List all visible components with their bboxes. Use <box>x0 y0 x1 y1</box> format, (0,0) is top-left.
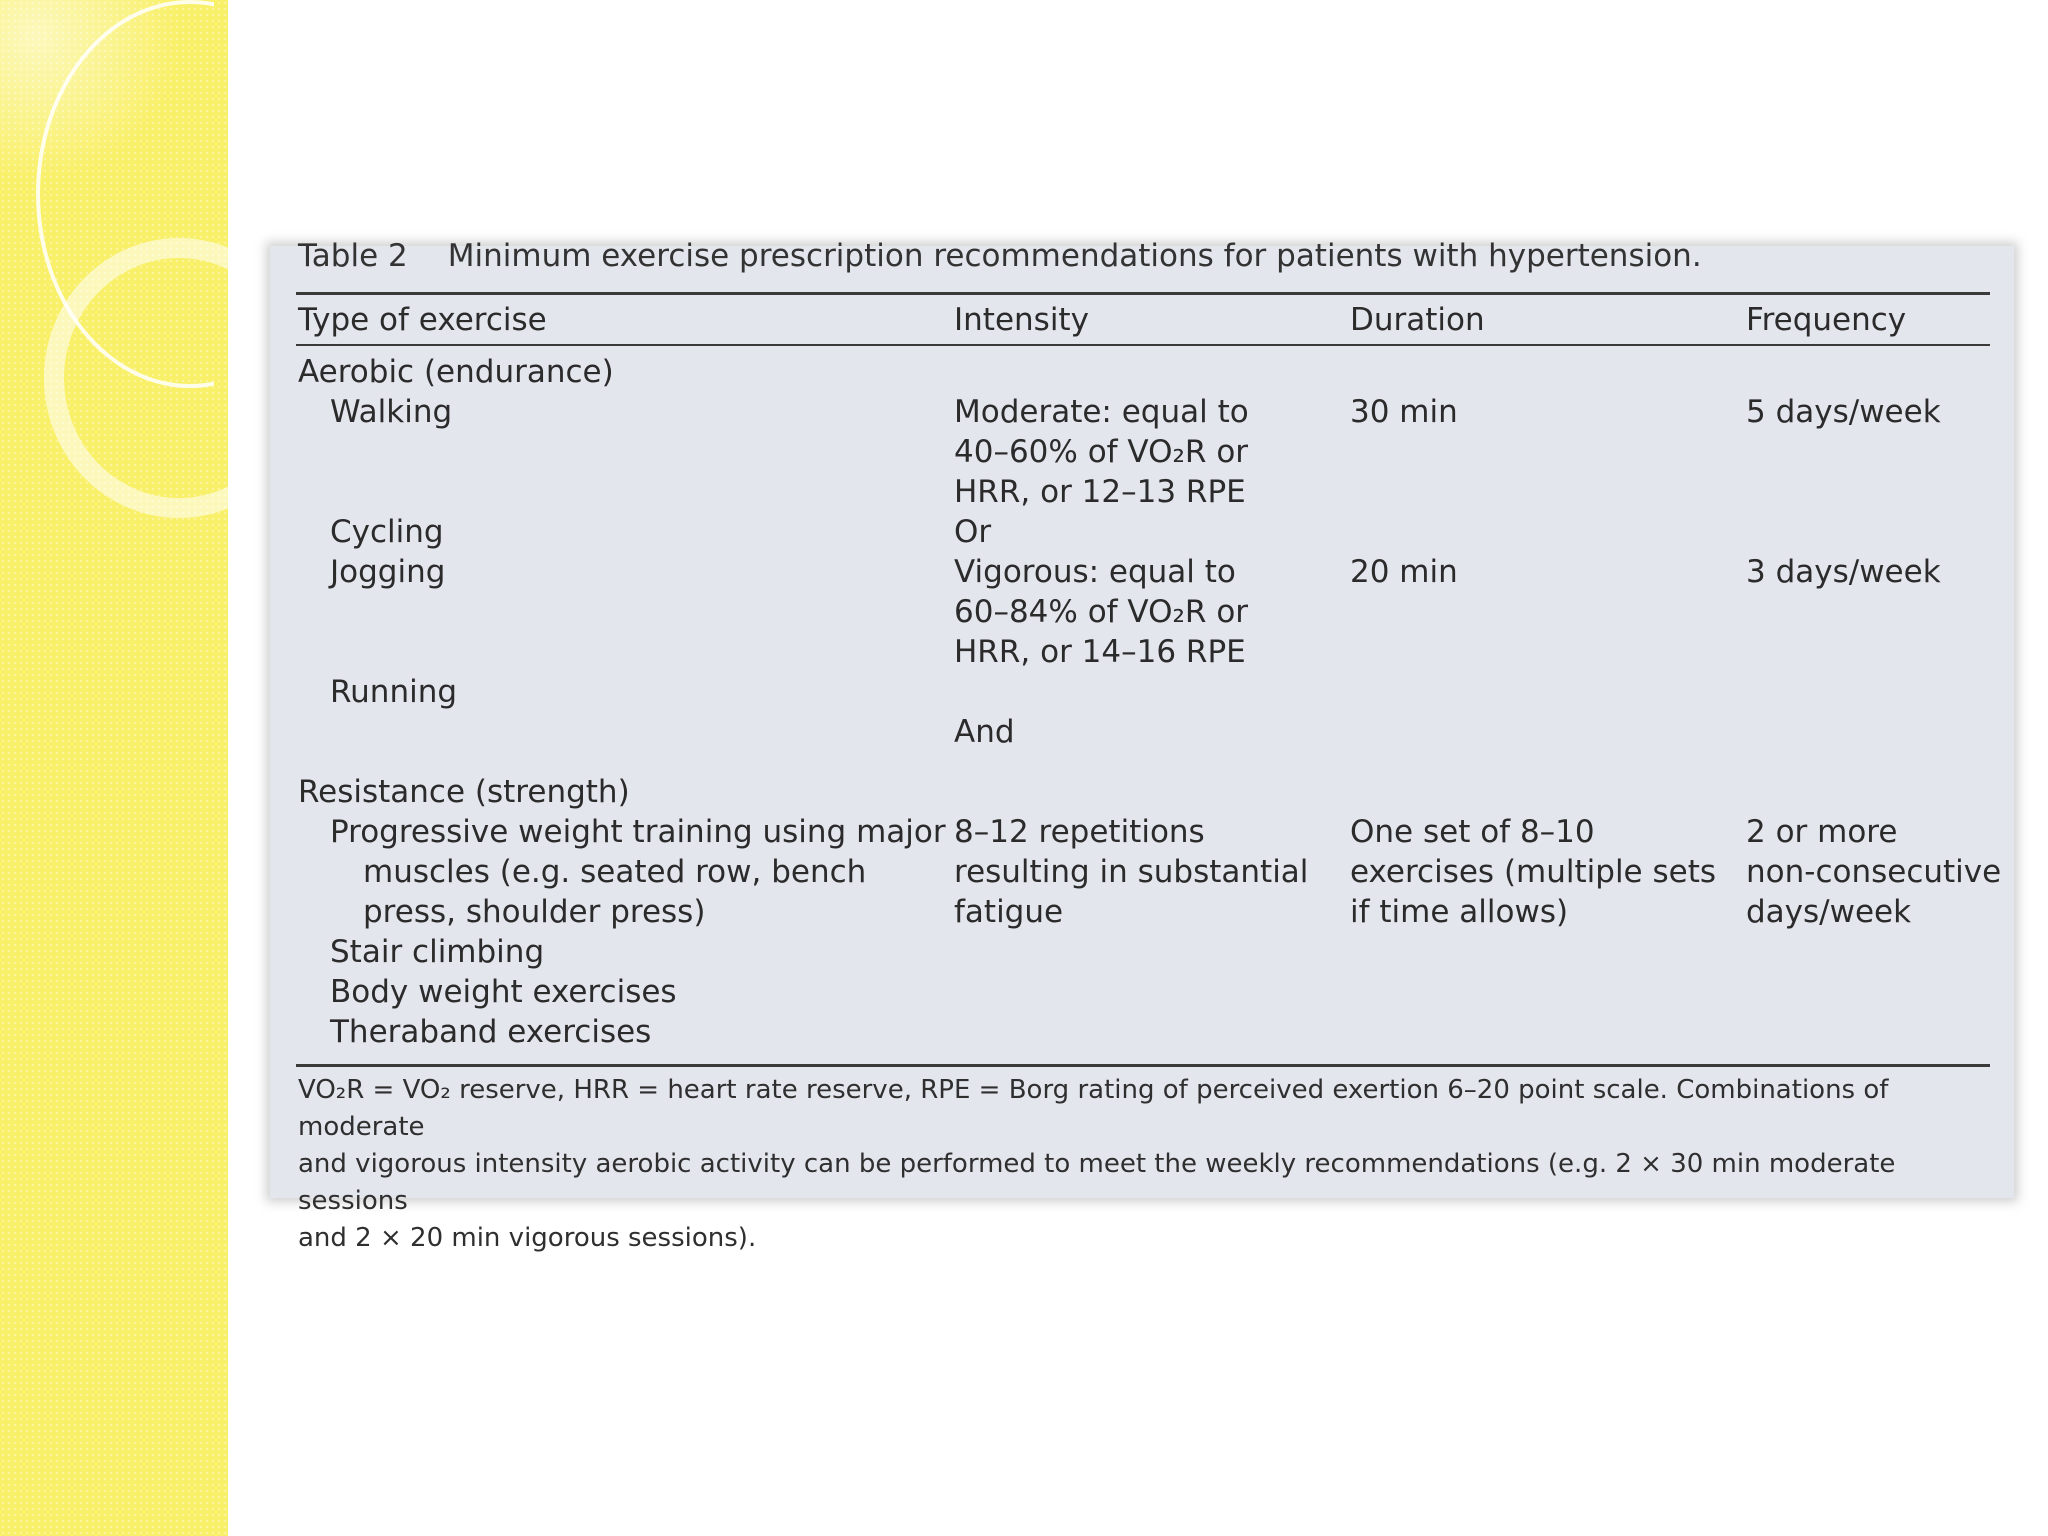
footnote-line: and 2 × 20 min vigorous sessions). <box>298 1223 757 1253</box>
resistance-activity-line: press, shoulder press) <box>363 894 706 930</box>
activity-theraband: Theraband exercises <box>330 1014 652 1050</box>
table-footnote <box>298 1072 1994 1257</box>
table-caption <box>298 238 1702 274</box>
or-label: Or <box>954 514 992 550</box>
resistance-intensity-line: resulting in substantial <box>954 854 1309 890</box>
activity-jogging: Jogging <box>330 554 446 590</box>
activity-cycling: Cycling <box>330 514 444 550</box>
header-frequency: Frequency <box>1746 302 1907 338</box>
activity-stair-climbing: Stair climbing <box>330 934 545 970</box>
table-caption-label: Table 2 <box>298 238 408 274</box>
header-intensity: Intensity <box>954 302 1089 338</box>
footnote-line: and vigorous intensity aerobic activity can be performed to meet the weekly recommendations (e.g. 2 × 30 min moderate sessions <box>298 1149 1896 1216</box>
moderate-intensity-line: Moderate: equal to <box>954 394 1249 430</box>
header-duration: Duration <box>1350 302 1485 338</box>
resistance-frequency-line: days/week <box>1746 894 1912 930</box>
side-band-highlight <box>0 0 180 180</box>
resistance-frequency-line: non-consecutive <box>1746 854 2002 890</box>
moderate-frequency: 5 days/week <box>1746 394 1941 430</box>
resistance-intensity-line: 8–12 repetitions <box>954 814 1205 850</box>
moderate-intensity-line: 40–60% of VO₂R or <box>954 434 1249 470</box>
activity-body-weight: Body weight exercises <box>330 974 677 1010</box>
activity-running: Running <box>330 674 458 710</box>
header-type-of-exercise: Type of exercise <box>298 302 547 338</box>
moderate-duration: 30 min <box>1350 394 1458 430</box>
vigorous-duration: 20 min <box>1350 554 1458 590</box>
decorative-side-band <box>0 0 228 1536</box>
aerobic-category: Aerobic (endurance) <box>298 354 614 390</box>
resistance-duration-line: if time allows) <box>1350 894 1569 930</box>
and-label: And <box>954 714 1015 750</box>
resistance-activity-line: Progressive weight training using major <box>330 814 946 850</box>
vigorous-intensity-line: 60–84% of VO₂R or <box>954 594 1249 630</box>
table-image <box>270 238 2014 1253</box>
footnote-line: VO₂R = VO₂ reserve, HRR = heart rate reserve, RPE = Borg rating of perceived exertion 6–20 point scale. Combinations of moderate <box>298 1075 1889 1142</box>
vigorous-frequency: 3 days/week <box>1746 554 1941 590</box>
resistance-intensity-line: fatigue <box>954 894 1064 930</box>
table-bottom-rule <box>296 1064 1990 1067</box>
activity-walking: Walking <box>330 394 453 430</box>
resistance-frequency-line: 2 or more <box>1746 814 1898 850</box>
vigorous-intensity-line: Vigorous: equal to <box>954 554 1236 590</box>
resistance-duration-line: exercises (multiple sets <box>1350 854 1717 890</box>
table-caption-title: Minimum exercise prescription recommendations for patients with hypertension. <box>447 238 1702 274</box>
table-header-rule <box>296 344 1990 346</box>
resistance-activity-line: muscles (e.g. seated row, bench <box>363 854 867 890</box>
resistance-duration-line: One set of 8–10 <box>1350 814 1595 850</box>
resistance-category: Resistance (strength) <box>298 774 630 810</box>
vigorous-intensity-line: HRR, or 14–16 RPE <box>954 634 1246 670</box>
table-top-rule <box>296 292 1990 295</box>
moderate-intensity-line: HRR, or 12–13 RPE <box>954 474 1246 510</box>
